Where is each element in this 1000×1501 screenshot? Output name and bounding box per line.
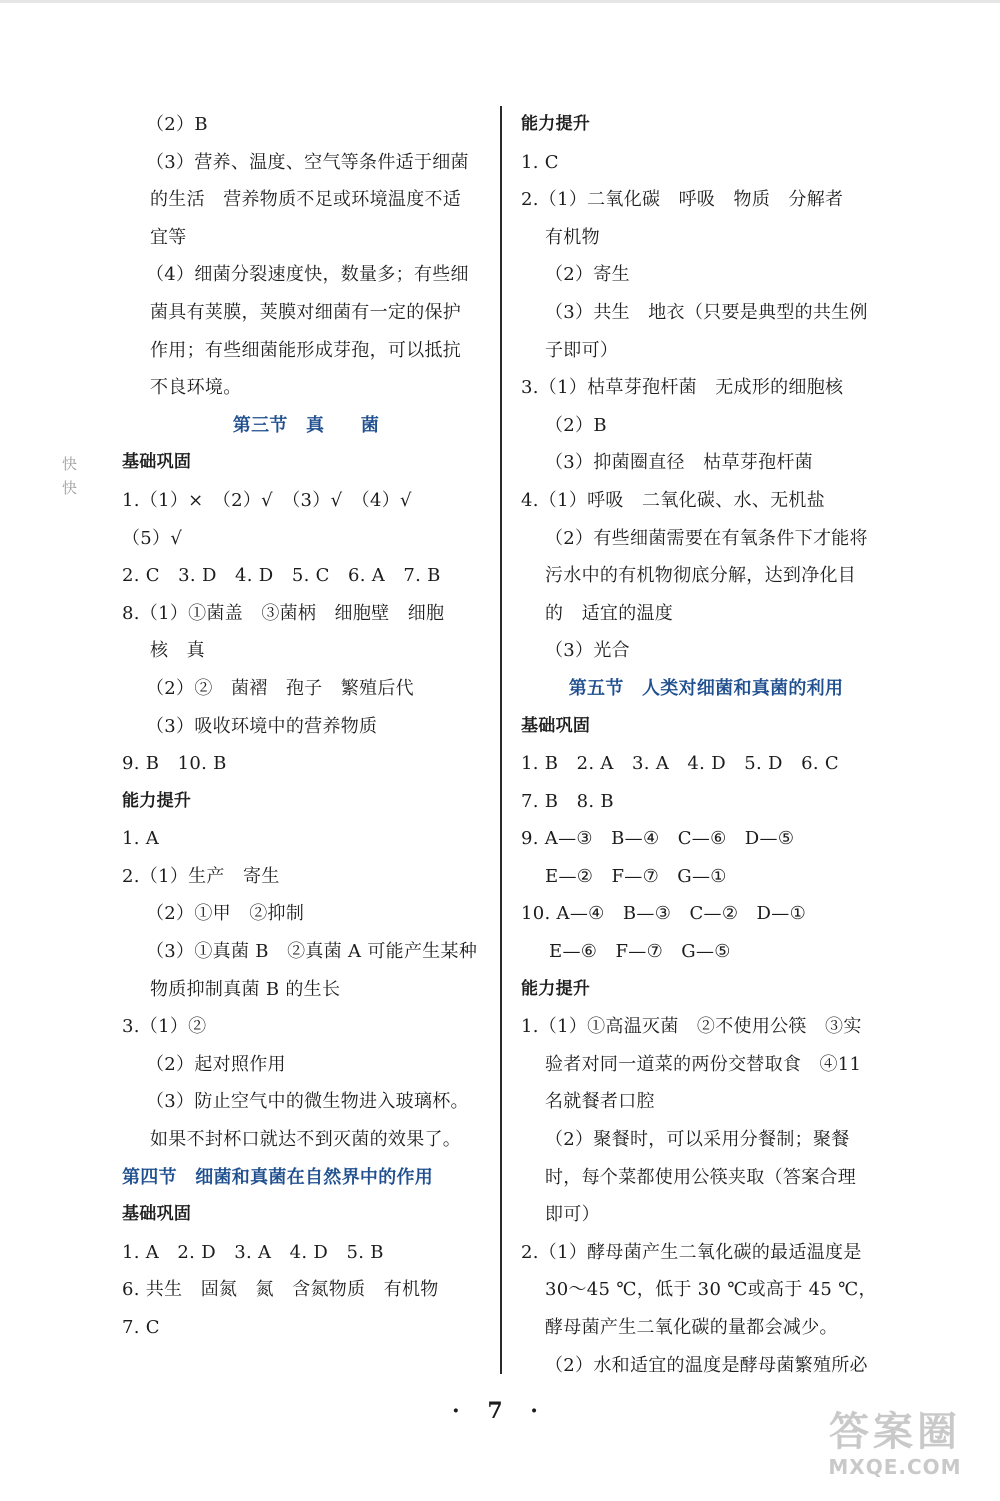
section-title: 第三节 真 菌 xyxy=(232,414,380,436)
stamp-line-2: 快 xyxy=(62,479,78,497)
answer-line: 酵母菌产生二氧化碳的量都会减少。 xyxy=(545,1317,838,1338)
answer-line: （5）√ xyxy=(122,527,183,549)
answer-line: 2.（1）二氧化碳 呼吸 物质 分解者 xyxy=(521,189,844,211)
answer-line: 如果不封杯口就达不到灭菌的效果了。 xyxy=(150,1129,462,1151)
watermark-url: MXQE.COM xyxy=(828,1455,962,1479)
answer-line: （3）吸收环境中的营养物质 xyxy=(146,715,378,737)
watermark-title: 答案圈 xyxy=(829,1409,961,1455)
section-title: 第四节 细菌和真菌在自然界中的作用 xyxy=(122,1166,434,1188)
subsection-heading: 基础巩固 xyxy=(122,1204,192,1225)
answer-line: E—② F—⑦ G—① xyxy=(545,865,727,887)
answer-line: 1. B 2. A 3. A 4. D 5. D 6. C xyxy=(521,753,839,775)
column-divider xyxy=(500,106,502,1374)
subsection-heading: 能力提升 xyxy=(521,978,591,999)
answer-line: 2.（1）酵母菌产生二氧化碳的最适温度是 xyxy=(521,1241,862,1263)
answer-line: 1. A xyxy=(122,828,160,850)
answer-line: 的生活 营养物质不足或环境温度不适 xyxy=(150,189,462,211)
answer-line: （3）营养、温度、空气等条件适于细菌 xyxy=(146,151,469,173)
answer-line: 物质抑制真菌 B 的生长 xyxy=(150,978,341,1000)
answer-line: （3）共生 地衣（只要是典型的共生例 xyxy=(545,301,868,323)
answer-line: 验者对同一道菜的两份交替取食 ④11 xyxy=(545,1053,862,1075)
corner-stamp xyxy=(62,452,77,500)
answer-line: 1. C xyxy=(521,151,559,173)
answer-line: （2）聚餐时，可以采用分餐制；聚餐 xyxy=(545,1129,850,1151)
answer-line: 作用；有些细菌能形成芽孢，可以抵抗 xyxy=(150,339,462,361)
subsection-heading: 基础巩固 xyxy=(521,715,591,736)
answer-line: 2.（1）生产 寄生 xyxy=(122,865,280,887)
answer-line: 核 真 xyxy=(150,640,205,662)
subsection-heading: 能力提升 xyxy=(122,790,192,811)
answer-line: （3）抑菌圈直径 枯草芽孢杆菌 xyxy=(545,452,813,474)
answer-line: （2）起对照作用 xyxy=(146,1053,286,1075)
answer-line: 8.（1）①菌盖 ③菌柄 细胞壁 细胞 xyxy=(122,602,445,624)
answer-line: 1.（1）× （2）√ （3）√ （4）√ xyxy=(122,489,412,511)
subsection-heading: 能力提升 xyxy=(521,114,591,134)
section-title: 第五节 人类对细菌和真菌的利用 xyxy=(568,677,844,699)
answer-line: 子即可） xyxy=(545,339,619,361)
answer-line: （2）水和适宜的温度是酵母菌繁殖所必 xyxy=(545,1354,868,1376)
answer-line: 菌具有荚膜，荚膜对细菌有一定的保护 xyxy=(150,301,462,323)
answer-line: 7. C xyxy=(122,1317,160,1338)
top-edge xyxy=(0,0,1000,3)
answer-line: 名就餐者口腔 xyxy=(545,1091,655,1113)
answer-line: 10. A—④ B—③ C—② D—① xyxy=(521,903,807,925)
answer-line: 9. A—③ B—④ C—⑥ D—⑤ xyxy=(521,828,795,850)
stamp-line-1: 快 xyxy=(62,455,78,473)
answer-line: 即可） xyxy=(545,1204,600,1226)
answer-line: 9. B 10. B xyxy=(122,753,227,775)
left-column xyxy=(122,106,490,1347)
subsection-heading: 基础巩固 xyxy=(122,452,192,473)
answer-line: （2）B xyxy=(545,414,607,436)
answer-line: （3）光合 xyxy=(545,640,630,662)
answer-line: （2）② 菌褶 孢子 繁殖后代 xyxy=(146,677,414,699)
answer-line: （3）防止空气中的微生物进入玻璃杯。 xyxy=(146,1091,469,1113)
watermark-logo xyxy=(810,1409,980,1489)
right-column xyxy=(521,106,891,1384)
answer-line: E—⑥ F—⑦ G—⑤ xyxy=(549,941,731,963)
answer-line: 1. A 2. D 3. A 4. D 5. B xyxy=(122,1241,384,1263)
answer-line: （2）B xyxy=(146,114,208,135)
answer-line: （4）细菌分裂速度快，数量多；有些细 xyxy=(146,264,469,286)
answer-line: 不良环境。 xyxy=(150,377,242,399)
answer-line: 污水中的有机物彻底分解，达到净化目 xyxy=(545,565,857,587)
answer-line: 4.（1）呼吸 二氧化碳、水、无机盐 xyxy=(521,489,826,511)
answer-line: 3.（1）枯草芽孢杆菌 无成形的细胞核 xyxy=(521,377,844,399)
answer-line: （2）有些细菌需要在有氧条件下才能将 xyxy=(545,527,868,549)
answer-line: 2. C 3. D 4. D 5. C 6. A 7. B xyxy=(122,565,441,587)
answer-line: （3）①真菌 B ②真菌 A 可能产生某种 xyxy=(146,941,478,963)
answer-line: 有机物 xyxy=(545,226,600,248)
page-number: · 7 · xyxy=(452,1398,548,1424)
answer-line: 1.（1）①高温灭菌 ②不使用公筷 ③实 xyxy=(521,1016,862,1038)
answer-line: 7. B 8. B xyxy=(521,790,614,812)
answer-line: 的 适宜的温度 xyxy=(545,602,674,624)
answer-line: 30～45 ℃，低于 30 ℃或高于 45 ℃， xyxy=(545,1279,877,1301)
answer-line: 时，每个菜都使用公筷夹取（答案合理 xyxy=(545,1166,857,1188)
answer-line: （2）寄生 xyxy=(545,264,630,286)
answer-line: （2）①甲 ②抑制 xyxy=(146,903,305,925)
answer-line: 宜等 xyxy=(150,226,187,248)
answer-line: 3.（1）② xyxy=(122,1016,207,1038)
answer-line: 6. 共生 固氮 氮 含氮物质 有机物 xyxy=(122,1279,439,1301)
